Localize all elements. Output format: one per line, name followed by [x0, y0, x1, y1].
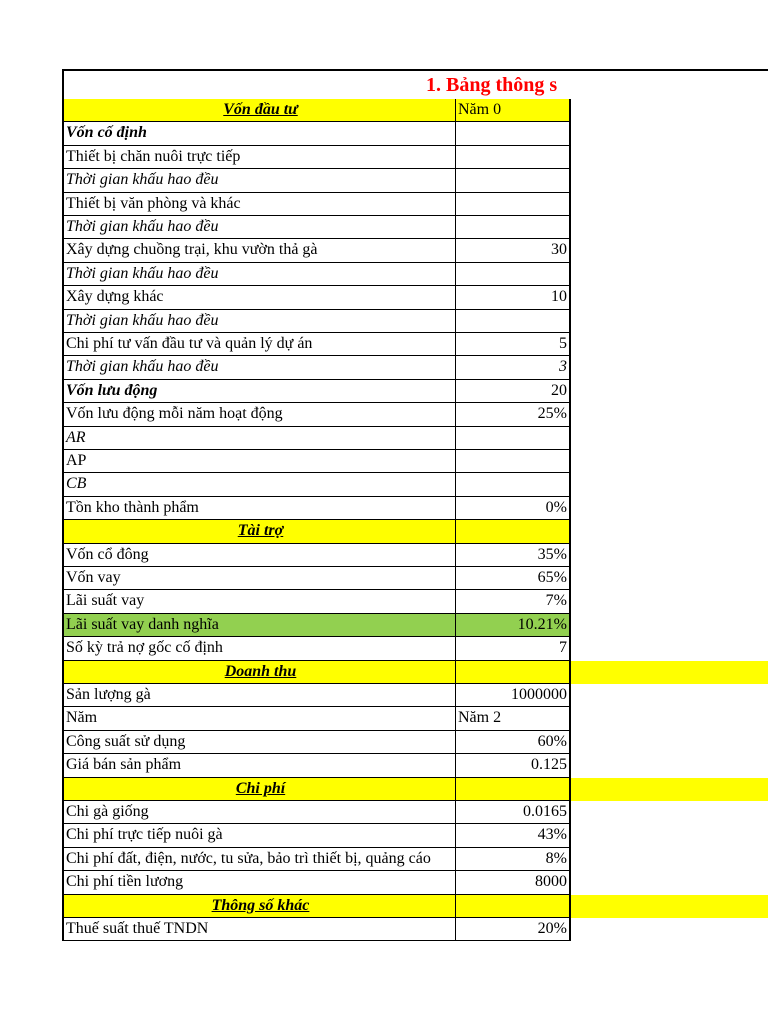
row-label-cell[interactable]: Xây dựng khác — [62, 286, 456, 309]
table-row — [62, 707, 768, 730]
row-value-cell[interactable] — [456, 895, 571, 918]
row-value-cell[interactable]: 43% — [456, 824, 571, 847]
table-row — [62, 590, 768, 613]
row-value-cell[interactable]: 10 — [456, 286, 571, 309]
table-row — [62, 637, 768, 660]
row-label-cell[interactable]: Chi phí trực tiếp nuôi gà — [62, 824, 456, 847]
row-value-cell[interactable]: 0% — [456, 497, 571, 520]
row-label-cell[interactable]: Doanh thu — [62, 661, 456, 684]
row-label-cell[interactable]: Thiết bị chăn nuôi trực tiếp — [62, 146, 456, 169]
table-row — [62, 356, 768, 379]
row-label-cell[interactable]: Vốn vay — [62, 567, 456, 590]
table-row — [62, 427, 768, 450]
row-value-cell[interactable] — [456, 450, 571, 473]
row-value-cell[interactable]: 65% — [456, 567, 571, 590]
row-value-cell[interactable]: 3 — [456, 356, 571, 379]
row-label-cell[interactable]: Giá bán sản phẩm — [62, 754, 456, 777]
row-label-cell[interactable]: Thiết bị văn phòng và khác — [62, 193, 456, 216]
table-row — [62, 380, 768, 403]
table-row — [62, 801, 768, 824]
row-value-cell[interactable]: 10.21% — [456, 614, 571, 637]
row-value-cell[interactable]: Năm 0 — [456, 99, 571, 122]
section-header-row — [62, 778, 768, 801]
row-value-cell[interactable]: 20 — [456, 380, 571, 403]
table-row — [62, 263, 768, 286]
row-label-cell[interactable]: Thông số khác — [62, 895, 456, 918]
section-header-fill — [571, 661, 768, 684]
row-label-cell[interactable]: Năm — [62, 707, 456, 730]
row-value-cell[interactable] — [456, 473, 571, 496]
table-row — [62, 310, 768, 333]
row-label-cell[interactable]: CB — [62, 473, 456, 496]
row-label-cell[interactable]: Chi phí — [62, 778, 456, 801]
row-value-cell[interactable]: 25% — [456, 403, 571, 426]
row-label-cell[interactable]: Số kỳ trả nợ gốc cố định — [62, 637, 456, 660]
row-value-cell[interactable] — [456, 520, 571, 543]
row-label-cell[interactable]: Chi phí đất, điện, nước, tu sửa, bảo trì thiết bị, quảng cáo — [62, 848, 456, 871]
row-value-cell[interactable]: 8% — [456, 848, 571, 871]
row-value-cell[interactable] — [456, 169, 571, 192]
table-row — [62, 239, 768, 262]
section-header-fill — [571, 895, 768, 918]
row-label-cell[interactable]: Vốn lưu động mỗi năm hoạt động — [62, 403, 456, 426]
table-row — [62, 754, 768, 777]
table-row — [62, 333, 768, 356]
table-row — [62, 567, 768, 590]
row-label-cell[interactable]: Thời gian khấu hao đều — [62, 216, 456, 239]
row-value-cell[interactable]: 7 — [456, 637, 571, 660]
section-header-row — [62, 895, 768, 918]
row-label-cell[interactable]: Sản lượng gà — [62, 684, 456, 707]
table-row — [62, 450, 768, 473]
row-label-cell[interactable]: Chi phí tư vấn đầu tư và quản lý dự án — [62, 333, 456, 356]
row-label-cell[interactable]: Lãi suất vay danh nghĩa — [62, 614, 456, 637]
row-label-cell[interactable]: Chi phí tiền lương — [62, 871, 456, 894]
row-value-cell[interactable]: Năm 2 — [456, 707, 571, 730]
table-row — [62, 848, 768, 871]
table-row — [62, 216, 768, 239]
row-label-cell[interactable]: Thời gian khấu hao đều — [62, 263, 456, 286]
table-row — [62, 169, 768, 192]
row-label-cell[interactable]: Lãi suất vay — [62, 590, 456, 613]
row-value-cell[interactable]: 30 — [456, 239, 571, 262]
row-value-cell[interactable]: 7% — [456, 590, 571, 613]
table-row — [62, 918, 768, 941]
row-label-cell[interactable]: Thời gian khấu hao đều — [62, 356, 456, 379]
row-label-cell[interactable]: Vốn cổ đông — [62, 544, 456, 567]
table-row — [62, 286, 768, 309]
row-label-cell[interactable]: AP — [62, 450, 456, 473]
row-label-cell[interactable]: Vốn cố định — [62, 122, 456, 145]
row-value-cell[interactable] — [456, 193, 571, 216]
row-label-cell[interactable]: Xây dựng chuồng trại, khu vườn thả gà — [62, 239, 456, 262]
row-value-cell[interactable]: 60% — [456, 731, 571, 754]
row-label-cell[interactable]: Công suất sử dụng — [62, 731, 456, 754]
row-label-cell[interactable]: Vốn đầu tư — [62, 99, 456, 122]
row-label-cell[interactable]: Tồn kho thành phẩm — [62, 497, 456, 520]
row-value-cell[interactable] — [456, 310, 571, 333]
table-row — [62, 731, 768, 754]
row-value-cell[interactable]: 35% — [456, 544, 571, 567]
row-value-cell[interactable] — [456, 146, 571, 169]
row-label-cell[interactable]: Vốn lưu động — [62, 380, 456, 403]
table-row — [62, 614, 768, 637]
table-row — [62, 193, 768, 216]
row-value-cell[interactable]: 8000 — [456, 871, 571, 894]
table-row — [62, 146, 768, 169]
row-value-cell[interactable] — [456, 216, 571, 239]
table-row — [62, 684, 768, 707]
row-value-cell[interactable] — [456, 122, 571, 145]
table-row — [62, 824, 768, 847]
section-header-row — [62, 99, 768, 122]
row-value-cell[interactable]: 5 — [456, 333, 571, 356]
row-value-cell[interactable] — [456, 427, 571, 450]
row-value-cell[interactable] — [456, 263, 571, 286]
row-label-cell[interactable]: Chi gà giống — [62, 801, 456, 824]
table-row — [62, 403, 768, 426]
row-label-cell[interactable]: Thuế suất thuế TNDN — [62, 918, 456, 941]
row-label-cell[interactable]: Thời gian khấu hao đều — [62, 169, 456, 192]
row-label-cell[interactable]: Tài trợ — [62, 520, 456, 543]
table-row — [62, 871, 768, 894]
sheet-title-cell[interactable] — [62, 69, 768, 99]
sheet-title: 1. Bảng thông s — [426, 74, 558, 96]
table-row — [62, 497, 768, 520]
table-row — [62, 122, 768, 145]
row-value-cell[interactable] — [456, 661, 571, 684]
row-value-cell[interactable] — [456, 778, 571, 801]
row-label-cell[interactable]: Thời gian khấu hao đều — [62, 310, 456, 333]
section-header-row — [62, 661, 768, 684]
section-header-fill — [571, 778, 768, 801]
row-value-cell[interactable]: 1000000 — [456, 684, 571, 707]
row-value-cell[interactable]: 0.0165 — [456, 801, 571, 824]
row-value-cell[interactable]: 20% — [456, 918, 571, 941]
row-value-cell[interactable]: 0.125 — [456, 754, 571, 777]
table-row — [62, 544, 768, 567]
section-header-row — [62, 520, 768, 543]
table-row — [62, 473, 768, 496]
row-label-cell[interactable]: AR — [62, 427, 456, 450]
